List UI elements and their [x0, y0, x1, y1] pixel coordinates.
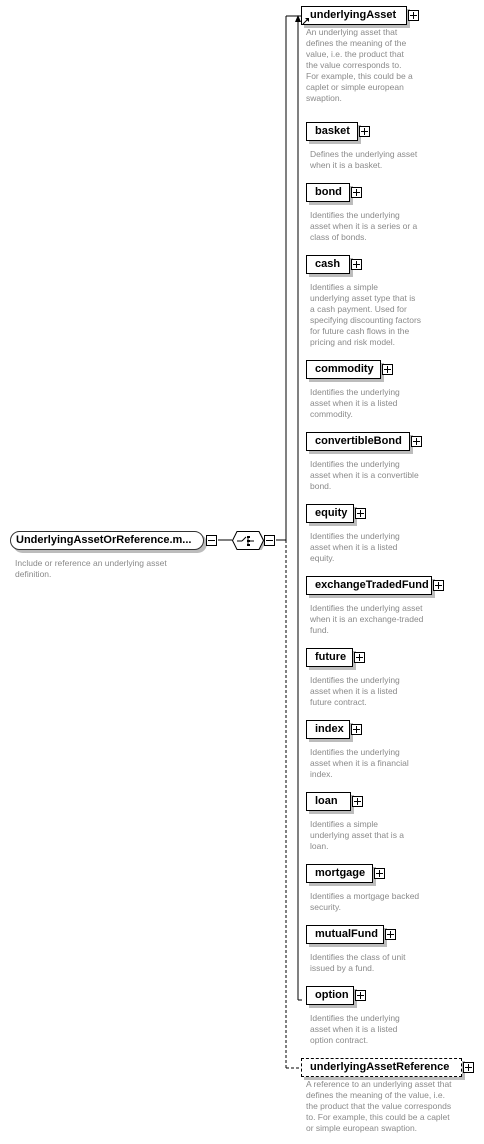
element-cash[interactable]: cash	[306, 255, 350, 274]
element-description	[310, 675, 480, 708]
description-line: Identifies the class of unit	[310, 952, 406, 962]
description-line: Identifies the underlying	[310, 531, 400, 541]
element-underlying-asset-reference[interactable]: underlyingAssetReference	[301, 1058, 462, 1077]
element-equity[interactable]: equity	[306, 504, 354, 523]
element-exchange-traded-fund[interactable]: exchangeTradedFund	[306, 576, 432, 595]
description-line: Identifies the underlying	[310, 459, 400, 469]
description-line: defines the meaning of the value, i.e.	[306, 1090, 445, 1100]
plus-icon[interactable]	[385, 929, 396, 940]
description-line: bond.	[310, 481, 332, 491]
description-line: asset when it is a financial	[310, 758, 409, 768]
plus-icon[interactable]	[355, 990, 366, 1001]
description-line: equity.	[310, 553, 335, 563]
description-line: loan.	[310, 841, 329, 851]
description-line: Identifies a simple	[310, 282, 379, 292]
minus-icon[interactable]	[206, 535, 217, 546]
plus-icon[interactable]	[382, 364, 393, 375]
plus-icon[interactable]	[408, 10, 419, 21]
element-description	[310, 603, 480, 636]
description-line: when it is an exchange-traded	[310, 614, 424, 624]
element-description	[310, 1013, 480, 1046]
element-index[interactable]: index	[306, 720, 350, 739]
substitution-arrow-icon	[302, 17, 310, 25]
description-line: Identifies the underlying	[310, 747, 400, 757]
element-commodity[interactable]: commodity	[306, 360, 381, 379]
description-line: future contract.	[310, 697, 367, 707]
description-line: asset when it is a listed	[310, 1024, 398, 1034]
plus-icon[interactable]	[352, 796, 363, 807]
element-description	[310, 747, 480, 780]
element-mutual-fund[interactable]: mutualFund	[306, 925, 384, 944]
element-description	[310, 149, 480, 171]
description-line: a cash payment. Used for	[310, 304, 407, 314]
element-basket[interactable]: basket	[306, 122, 358, 141]
description-line: class of bonds.	[310, 232, 367, 242]
plus-icon[interactable]	[463, 1062, 474, 1073]
plus-icon[interactable]	[359, 126, 370, 137]
element-description	[310, 952, 480, 974]
description-line: issued by a fund.	[310, 963, 375, 973]
minus-icon[interactable]	[264, 535, 275, 546]
description-line: asset when it is a listed	[310, 398, 398, 408]
description-line: the product that the value corresponds	[306, 1101, 452, 1111]
description-line: Identifies the underlying	[310, 675, 400, 685]
description-line: Identifies a mortgage backed	[310, 891, 420, 901]
description-line: when it is a basket.	[310, 160, 383, 170]
element-description	[310, 282, 480, 348]
description-line: underlying asset type that is	[310, 293, 416, 303]
description-line: defines the meaning of the	[306, 38, 407, 48]
plus-icon[interactable]	[433, 580, 444, 591]
element-description	[310, 891, 480, 913]
description-line: commodity.	[310, 409, 353, 419]
description-line: for future cash flows in the	[310, 326, 410, 336]
element-description	[310, 819, 480, 852]
description-line: An underlying asset that	[306, 27, 398, 37]
plus-icon[interactable]	[374, 868, 385, 879]
element-convertible-bond[interactable]: convertibleBond	[306, 432, 410, 451]
plus-icon[interactable]	[351, 259, 362, 270]
element-description	[306, 1079, 476, 1134]
description-line: Identifies the underlying	[310, 387, 400, 397]
element-underlying-asset[interactable]: underlyingAsset	[301, 6, 407, 25]
description-line: underlying asset that is a	[310, 830, 405, 840]
element-mortgage[interactable]: mortgage	[306, 864, 373, 883]
description-line: option contract.	[310, 1035, 369, 1045]
description-line: index.	[310, 769, 333, 779]
plus-icon[interactable]	[354, 652, 365, 663]
description-line: fund.	[310, 625, 329, 635]
element-description	[306, 27, 476, 104]
element-description	[310, 210, 480, 243]
element-description	[310, 459, 480, 492]
description-line: specifying discounting factors	[310, 315, 422, 325]
choice-compositor-icon[interactable]	[232, 531, 264, 550]
plus-icon[interactable]	[355, 508, 366, 519]
description-line: For example, this could be a	[306, 71, 413, 81]
description-line: Identifies the underlying asset	[310, 603, 423, 613]
description-line: or simple european swaption.	[306, 1123, 418, 1133]
description-line: asset when it is a convertible	[310, 470, 419, 480]
root-description: Include or reference an underlying asset definition.	[15, 558, 167, 579]
root-element[interactable]: UnderlyingAssetOrReference.m...	[10, 531, 204, 550]
description-line: asset when it is a listed	[310, 686, 398, 696]
element-bond[interactable]: bond	[306, 183, 350, 202]
description-line: caplet or simple european	[306, 82, 404, 92]
element-loan[interactable]: loan	[306, 792, 351, 811]
description-line: the value corresponds to.	[306, 60, 402, 70]
description-line: Identifies the underlying	[310, 1013, 400, 1023]
description-line: Identifies a simple	[310, 819, 379, 829]
element-description	[310, 531, 480, 564]
element-option[interactable]: option	[306, 986, 354, 1005]
description-line: A reference to an underlying asset that	[306, 1079, 452, 1089]
plus-icon[interactable]	[411, 436, 422, 447]
description-line: asset when it is a series or a	[310, 221, 418, 231]
element-description	[310, 387, 480, 420]
element-future[interactable]: future	[306, 648, 353, 667]
description-line: security.	[310, 902, 342, 912]
description-line: swaption.	[306, 93, 342, 103]
description-line: Identifies the underlying	[310, 210, 400, 220]
description-line: asset when it is a listed	[310, 542, 398, 552]
plus-icon[interactable]	[351, 724, 362, 735]
description-line: pricing and risk model.	[310, 337, 396, 347]
description-line: value, i.e. the product that	[306, 49, 404, 59]
description-line: to. For example, this could be a caplet	[306, 1112, 450, 1122]
description-line: Defines the underlying asset	[310, 149, 418, 159]
plus-icon[interactable]	[351, 187, 362, 198]
